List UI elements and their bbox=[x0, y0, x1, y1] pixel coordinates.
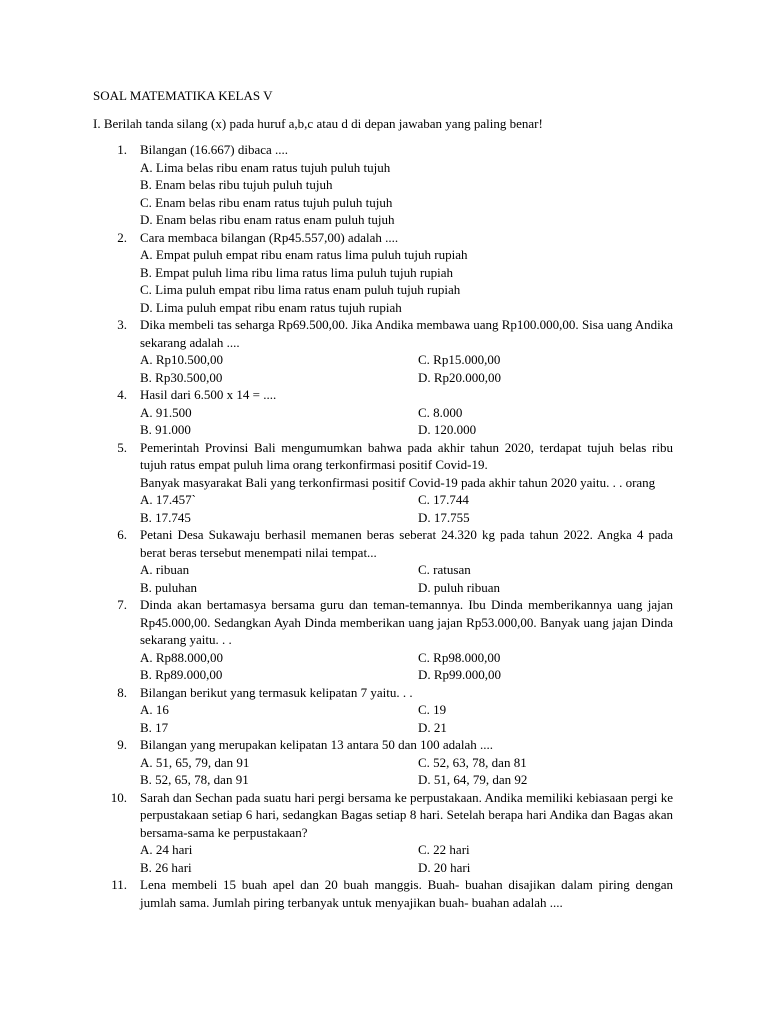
question-body bbox=[140, 386, 673, 439]
answer-option[interactable]: D. 17.755 bbox=[418, 509, 470, 525]
question-number: 10. bbox=[110, 789, 127, 805]
answer-option[interactable]: D. 20 hari bbox=[418, 859, 471, 875]
answer-option[interactable]: A. Empat puluh empat ribu enam ratus lima puluh tujuh rupiah bbox=[140, 247, 468, 262]
question-item bbox=[93, 439, 673, 527]
question-text: Petani Desa Sukawaju berhasil memanen beras seberat 24.320 kg pada tahun 2022. Angka 4 pada berat beras tersebut menempati nilai tempat... bbox=[140, 527, 673, 560]
answer-option[interactable]: C. 19 bbox=[418, 702, 447, 717]
answer-option[interactable]: B. 91.000 bbox=[140, 422, 191, 437]
document-title: SOAL MATEMATIKA KELAS V bbox=[93, 88, 273, 103]
question-number: 4. bbox=[117, 387, 127, 402]
answer-option[interactable]: D. Lima puluh empat ribu enam ratus tujuh rupiah bbox=[140, 299, 402, 315]
question-number: 3. bbox=[117, 317, 127, 332]
answer-option[interactable]: B. Rp89.000,00 bbox=[140, 667, 223, 682]
answer-options bbox=[140, 754, 673, 789]
question-text: Bilangan berikut yang termasuk kelipatan 7 yaitu. . . bbox=[140, 684, 413, 700]
answer-options bbox=[140, 649, 673, 684]
answer-option[interactable]: B. puluhan bbox=[140, 579, 198, 595]
answer-option[interactable]: B. 26 hari bbox=[140, 859, 192, 875]
question-text: Dika membeli tas seharga Rp69.500,00. Jika Andika membawa uang Rp100.000,00. Sisa uang Andika sekarang adalah .... bbox=[140, 317, 673, 350]
question-number: 1. bbox=[117, 142, 127, 157]
section-instruction: I. Berilah tanda silang (x) pada huruf a,b,c atau d di depan jawaban yang paling benar! bbox=[93, 116, 543, 131]
question-body bbox=[140, 439, 673, 527]
answer-options bbox=[140, 561, 673, 596]
answer-option[interactable]: B. 52, 65, 78, dan 91 bbox=[140, 772, 249, 787]
question-body bbox=[140, 526, 673, 596]
question-text: Bilangan (16.667) dibaca .... bbox=[140, 142, 289, 157]
answer-options bbox=[140, 351, 673, 386]
answer-option[interactable]: A. ribuan bbox=[140, 562, 190, 577]
question-text: Dinda akan bertamasya bersama guru dan teman-temannya. Ibu Dinda memberikannya uang jajan Rp45.000,00. Sedangkan Ayah Dinda memberikan uang jajan Rp53.000,00. Banyak uang jajan Dinda sekarang yaitu. . . bbox=[140, 597, 673, 647]
question-item bbox=[93, 684, 673, 737]
answer-option[interactable]: C. 22 hari bbox=[418, 842, 470, 857]
question-number: 9. bbox=[117, 737, 127, 752]
question-text: Pemerintah Provinsi Bali mengumumkan bahwa pada akhir tahun 2020, terdapat tujuh belas ribu tujuh ratus empat puluh lima orang terkonfirmasi positif Covid-19. bbox=[140, 439, 673, 472]
question-text: Bilangan yang merupakan kelipatan 13 antara 50 dan 100 adalah .... bbox=[140, 737, 494, 752]
answer-option[interactable]: B. Enam belas ribu tujuh puluh tujuh bbox=[140, 177, 333, 192]
question-body bbox=[140, 316, 673, 386]
question-body bbox=[140, 789, 673, 877]
answer-option[interactable]: A. Lima belas ribu enam ratus tujuh puluh tujuh bbox=[140, 159, 391, 175]
answer-option[interactable]: C. Rp15.000,00 bbox=[418, 352, 501, 367]
answer-options bbox=[140, 404, 673, 439]
question-item bbox=[93, 736, 673, 789]
question-body bbox=[140, 684, 673, 737]
answer-options bbox=[140, 841, 673, 876]
question-item bbox=[93, 876, 673, 911]
answer-option[interactable]: C. Lima puluh empat ribu lima ratus enam puluh tujuh rupiah bbox=[140, 282, 461, 297]
question-text: Hasil dari 6.500 x 14 = .... bbox=[140, 387, 277, 402]
answer-option[interactable]: C. 8.000 bbox=[418, 404, 463, 420]
question-item bbox=[93, 229, 673, 317]
answer-option[interactable]: A. 17.457` bbox=[140, 492, 196, 507]
question-body bbox=[140, 141, 673, 229]
question-body bbox=[140, 876, 673, 911]
question-item bbox=[93, 789, 673, 877]
answer-option[interactable]: B. 17.745 bbox=[140, 509, 191, 525]
answer-option[interactable]: D. Enam belas ribu enam ratus enam puluh tujuh bbox=[140, 212, 395, 227]
question-text: Lena membeli 15 buah apel dan 20 buah manggis. Buah- buahan disajikan dalam piring dengan jumlah sama. Jumlah piring terbanyak untuk menyajikan buah- buahan adalah .... bbox=[140, 877, 673, 910]
answer-option[interactable]: D. Rp99.000,00 bbox=[418, 667, 502, 682]
question-item bbox=[93, 141, 673, 229]
answer-options bbox=[140, 246, 673, 316]
answer-option[interactable]: C. ratusan bbox=[418, 562, 471, 577]
question-text: Sarah dan Sechan pada suatu hari pergi bersama ke perpustakaan. Andika memiliki kebiasaan pergi ke perpustakaan setiap 6 hari, sedangkan Bagas setiap 8 hari. Setelah berapa hari Andika dan Bagas akan bersama-sama ke perpustakaan? bbox=[140, 789, 673, 840]
answer-option[interactable]: D. 51, 64, 79, dan 92 bbox=[418, 772, 528, 787]
question-body bbox=[140, 229, 673, 317]
answer-option[interactable]: C. Enam belas ribu enam ratus tujuh puluh tujuh bbox=[140, 194, 393, 210]
question-item bbox=[93, 316, 673, 386]
answer-option[interactable]: A. 16 bbox=[140, 702, 169, 717]
question-number: 5. bbox=[117, 439, 127, 455]
answer-option[interactable]: A. Rp88.000,00 bbox=[140, 649, 224, 665]
question-number: 6. bbox=[117, 527, 127, 542]
question-number: 7. bbox=[117, 597, 127, 612]
answer-option[interactable]: D. 120.000 bbox=[418, 422, 477, 437]
question-text-continued: Banyak masyarakat Bali yang terkonfirmasi positif Covid-19 pada akhir tahun 2020 yaitu. . . orang bbox=[140, 474, 656, 490]
answer-option[interactable]: D. Rp20.000,00 bbox=[418, 369, 502, 385]
answer-option[interactable]: A. 24 hari bbox=[140, 842, 193, 857]
answer-option[interactable]: D. puluh ribuan bbox=[418, 579, 500, 595]
answer-option[interactable]: B. Rp30.500,00 bbox=[140, 369, 223, 385]
question-item bbox=[93, 526, 673, 596]
question-list bbox=[93, 141, 673, 911]
answer-options bbox=[140, 159, 673, 229]
answer-option[interactable]: B. 17 bbox=[140, 719, 169, 735]
answer-option[interactable]: C. Rp98.000,00 bbox=[418, 649, 501, 665]
answer-option[interactable]: C. 17.744 bbox=[418, 492, 469, 507]
question-item bbox=[93, 386, 673, 439]
answer-options bbox=[140, 491, 673, 526]
question-number: 11. bbox=[111, 877, 127, 892]
answer-option[interactable]: B. Empat puluh lima ribu lima ratus lima puluh tujuh rupiah bbox=[140, 264, 454, 280]
question-number: 8. bbox=[117, 684, 127, 700]
question-body bbox=[140, 596, 673, 684]
question-body bbox=[140, 736, 673, 789]
question-text: Cara membaca bilangan (Rp45.557,00) adalah .... bbox=[140, 229, 399, 245]
question-number: 2. bbox=[117, 229, 127, 245]
answer-option[interactable]: C. 52, 63, 78, dan 81 bbox=[418, 754, 527, 770]
answer-options bbox=[140, 701, 673, 736]
answer-option[interactable]: A. Rp10.500,00 bbox=[140, 352, 224, 367]
answer-option[interactable]: A. 91.500 bbox=[140, 404, 192, 420]
question-item bbox=[93, 596, 673, 684]
answer-option[interactable]: A. 51, 65, 79, dan 91 bbox=[140, 754, 250, 770]
answer-option[interactable]: D. 21 bbox=[418, 719, 447, 735]
